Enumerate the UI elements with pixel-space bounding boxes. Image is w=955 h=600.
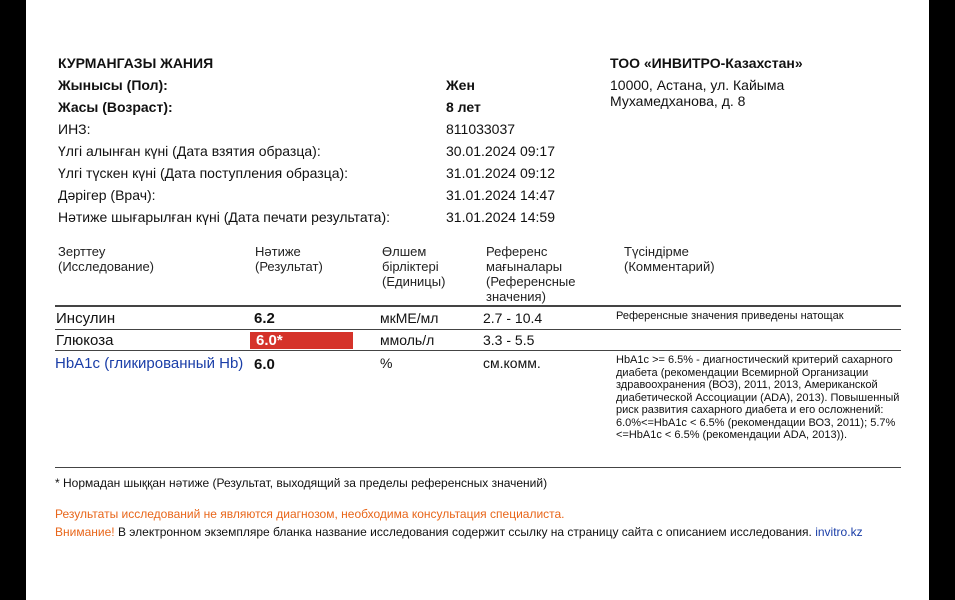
patient-name: КУРМАНГАЗЫ ЖАНИЯ <box>58 55 214 71</box>
row-hba1c-comment: HbA1c >= 6.5% - диагностический критерий сахарного диабета (рекомендации Всемирной Организации здравоохранения (ВОЗ), 2011, 2013, Американской диабетической Ассоциации (ADA), 2013). Повышенный риск развития сахарного диабета и его осложнений: 6.0%<=HbA1c < 6.5% (рекомендации ВОЗ, 2011); 5.7%<=HbA1c < 6.5% (рекомендации ADA, 2013)). <box>616 354 900 441</box>
table-row-rule <box>55 329 901 330</box>
lab-name: ТОО «ИНВИТРО-Казахстан» <box>610 55 803 71</box>
sample-taken-value: 30.01.2024 09:17 <box>446 143 555 159</box>
header-result: Нәтиже (Результат) <box>255 244 323 274</box>
abnormal-flag-highlight <box>250 332 353 349</box>
doctor-label: Дәрігер (Врач): <box>58 187 156 203</box>
header-comment: Түсіндірме (Комментарий) <box>624 244 715 274</box>
table-bottom-rule <box>55 467 901 468</box>
sex-label: Жынысы (Пол): <box>58 77 168 93</box>
row-hba1c-test-link[interactable]: HbA1c (гликированный Hb) <box>55 355 244 372</box>
row-glucose-reference: 3.3 - 5.5 <box>483 332 535 348</box>
table-row-rule <box>55 350 901 351</box>
print-date-label: Нәтиже шығарылған күні (Дата печати результата): <box>58 209 391 225</box>
sample-taken-label: Үлгі алынған күні (Дата взятия образца): <box>58 143 321 159</box>
row-hba1c-reference: см.комм. <box>483 355 541 371</box>
header-reference: Референс мағыналары (Референсные значения) <box>486 244 576 304</box>
header-test: Зерттеу (Исследование) <box>58 244 155 274</box>
doctor-value: 31.01.2024 14:47 <box>446 187 555 203</box>
lab-report-sheet <box>26 0 929 600</box>
lab-address-line2: Мухамедханова, д. 8 <box>610 93 746 109</box>
row-insulin-test: Инсулин <box>56 310 116 327</box>
disclaimer: Результаты исследований не являются диагнозом, необходима консультация специалиста. <box>55 507 565 521</box>
notice-prefix: Внимание! <box>55 525 115 539</box>
row-insulin-units: мкМЕ/мл <box>380 310 439 326</box>
notice-line <box>55 525 863 539</box>
sample-received-label: Үлгі түскен күні (Дата поступления образца): <box>58 165 349 181</box>
row-glucose-units: ммоль/л <box>380 332 435 348</box>
row-hba1c-units: % <box>380 355 393 371</box>
notice-text: В электронном экземпляре бланка название исследования содержит ссылку на страницу сайта с описанием исследования. <box>114 525 816 539</box>
row-insulin-result: 6.2 <box>254 310 275 327</box>
print-date-value: 31.01.2024 14:59 <box>446 209 555 225</box>
header-units: Өлшем бірліктері (Единицы) <box>382 244 446 289</box>
footnote: * Нормадан шыққан нәтиже (Результат, выходящий за пределы референсных значений) <box>55 476 548 490</box>
row-hba1c-result: 6.0 <box>254 356 275 373</box>
inz-label: ИНЗ: <box>58 121 91 137</box>
age-value: 8 лет <box>446 99 481 115</box>
row-glucose-test: Глюкоза <box>56 332 114 349</box>
row-insulin-comment: Референсные значения приведены натощак <box>616 310 844 322</box>
age-label: Жасы (Возраст): <box>58 99 173 115</box>
row-insulin-reference: 2.7 - 10.4 <box>483 310 543 326</box>
lab-address-line1: 10000, Астана, ул. Кайыма <box>610 77 785 93</box>
sex-value: Жен <box>446 77 475 93</box>
row-glucose-result: 6.0* <box>256 332 283 349</box>
invitro-link[interactable]: invitro.kz <box>815 525 863 539</box>
table-top-rule <box>55 305 901 307</box>
sample-received-value: 31.01.2024 09:12 <box>446 165 555 181</box>
inz-value: 811033037 <box>446 121 516 137</box>
